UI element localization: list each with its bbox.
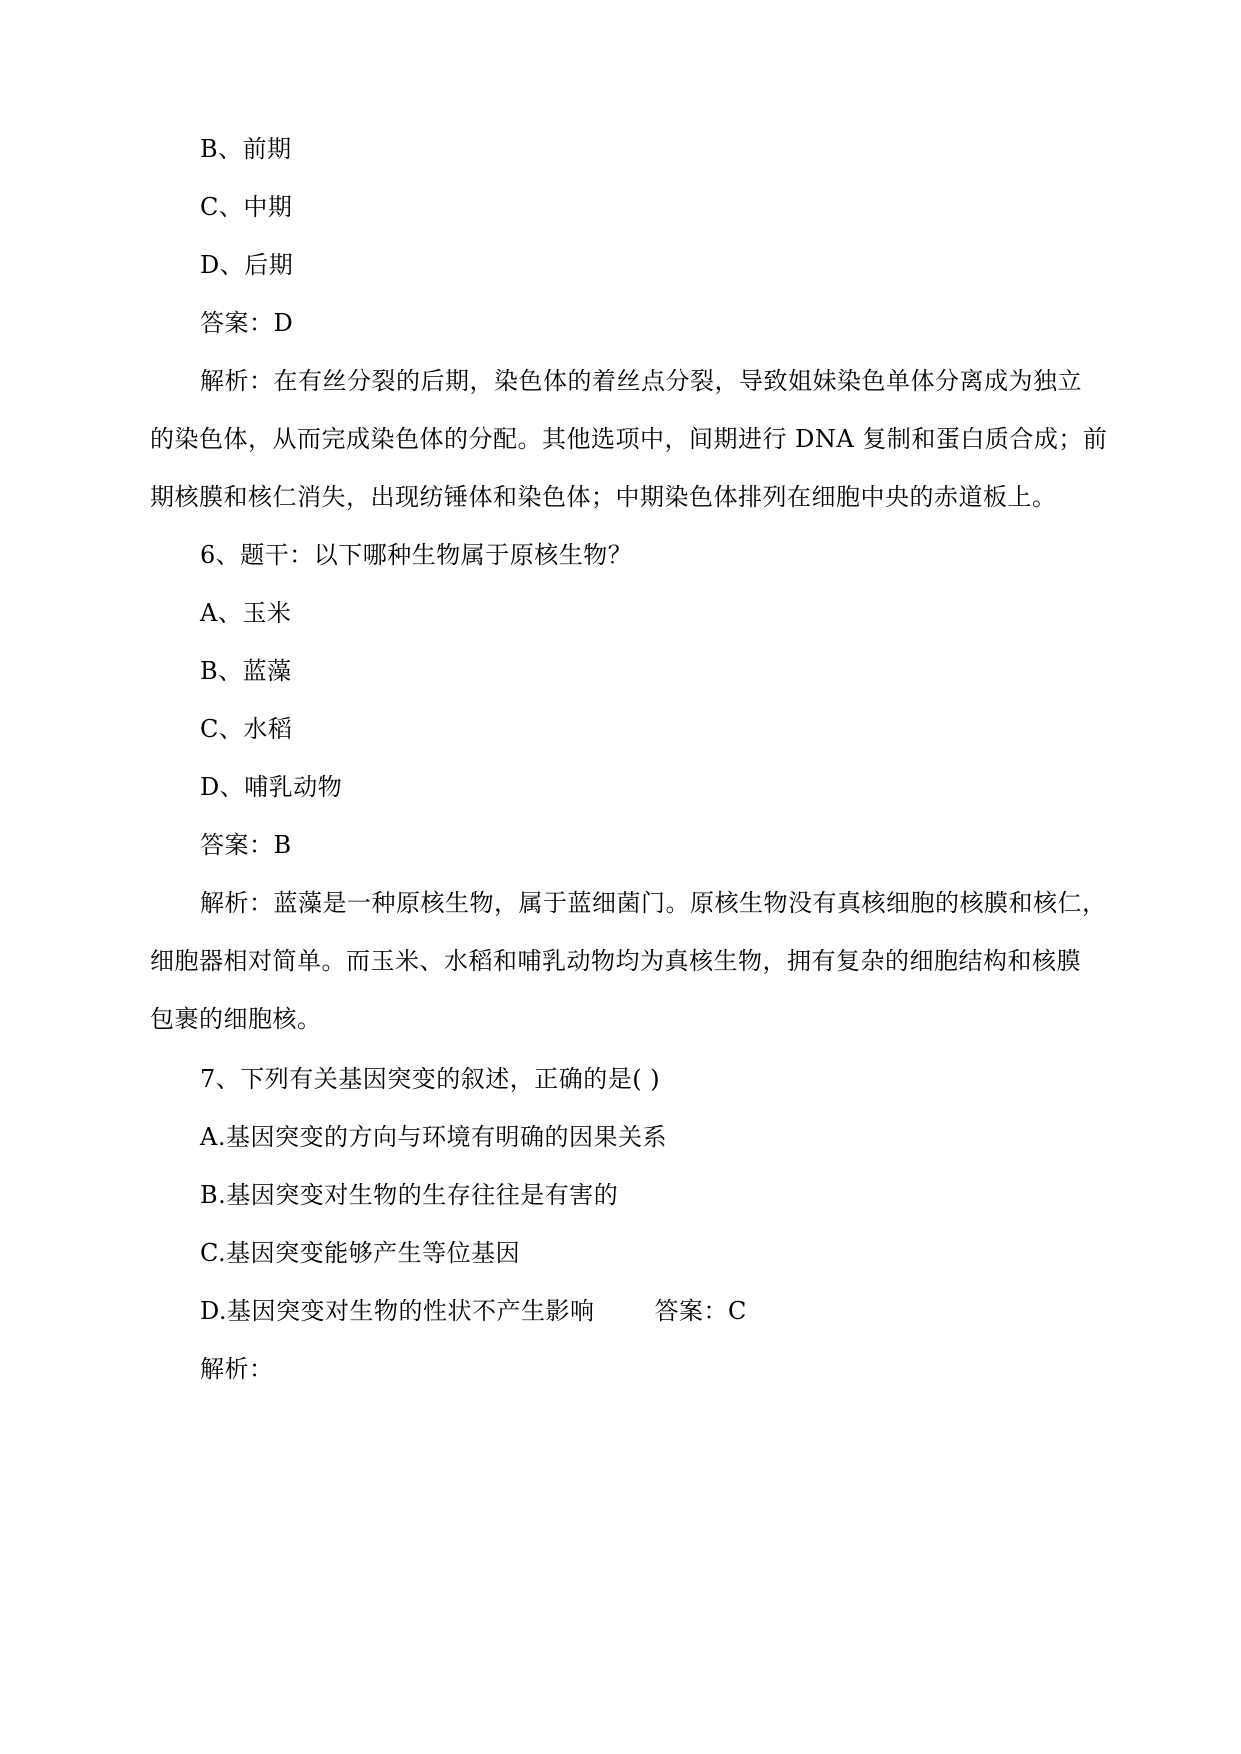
q5-analysis-line-3: 期核膜和核仁消失，出现纺锤体和染色体；中期染色体排列在细胞中央的赤道板上。	[150, 483, 1057, 511]
q7-option-a: A.基因突变的方向与环境有明确的因果关系	[200, 1123, 667, 1151]
q5-option-b: B、前期	[200, 135, 292, 163]
q6-option-a: A、玉米	[200, 599, 292, 627]
q6-analysis-line-2: 细胞器相对简单。而玉米、水稻和哺乳动物均为真核生物，拥有复杂的细胞结构和核膜	[150, 947, 1081, 975]
q7-answer: 答案：C	[654, 1297, 747, 1325]
q7-option-b: B.基因突变对生物的生存往往是有害的	[200, 1181, 619, 1209]
q7-analysis: 解析：	[200, 1355, 274, 1383]
q5-analysis-line-1: 解析：在有丝分裂的后期，染色体的着丝点分裂，导致姐妹染色单体分离成为独立	[200, 367, 1082, 395]
q5-option-d: D、后期	[200, 251, 294, 279]
q6-answer: 答案：B	[200, 831, 292, 859]
q6-analysis-line-3: 包裹的细胞核。	[150, 1005, 322, 1033]
q6-option-d: D、哺乳动物	[200, 773, 343, 801]
q7-option-c: C.基因突变能够产生等位基因	[200, 1239, 521, 1267]
q7-option-d-row	[200, 1296, 747, 1326]
q7-stem: 7、下列有关基因突变的叙述，正确的是( )	[200, 1065, 661, 1093]
q6-stem: 6、题干：以下哪种生物属于原核生物？	[200, 541, 633, 569]
q5-option-c: C、中期	[200, 193, 293, 221]
q5-answer: 答案：D	[200, 309, 294, 337]
q6-option-b: B、蓝藻	[200, 657, 292, 685]
q6-option-c: C、水稻	[200, 715, 293, 743]
q5-analysis-line-2: 的染色体，从而完成染色体的分配。其他选项中，间期进行 DNA 复制和蛋白质合成；前	[150, 425, 1108, 453]
q6-analysis-line-1: 解析：蓝藻是一种原核生物，属于蓝细菌门。原核生物没有真核细胞的核膜和核仁，	[200, 889, 1107, 917]
q7-option-d: D.基因突变对生物的性状不产生影响	[200, 1297, 595, 1325]
